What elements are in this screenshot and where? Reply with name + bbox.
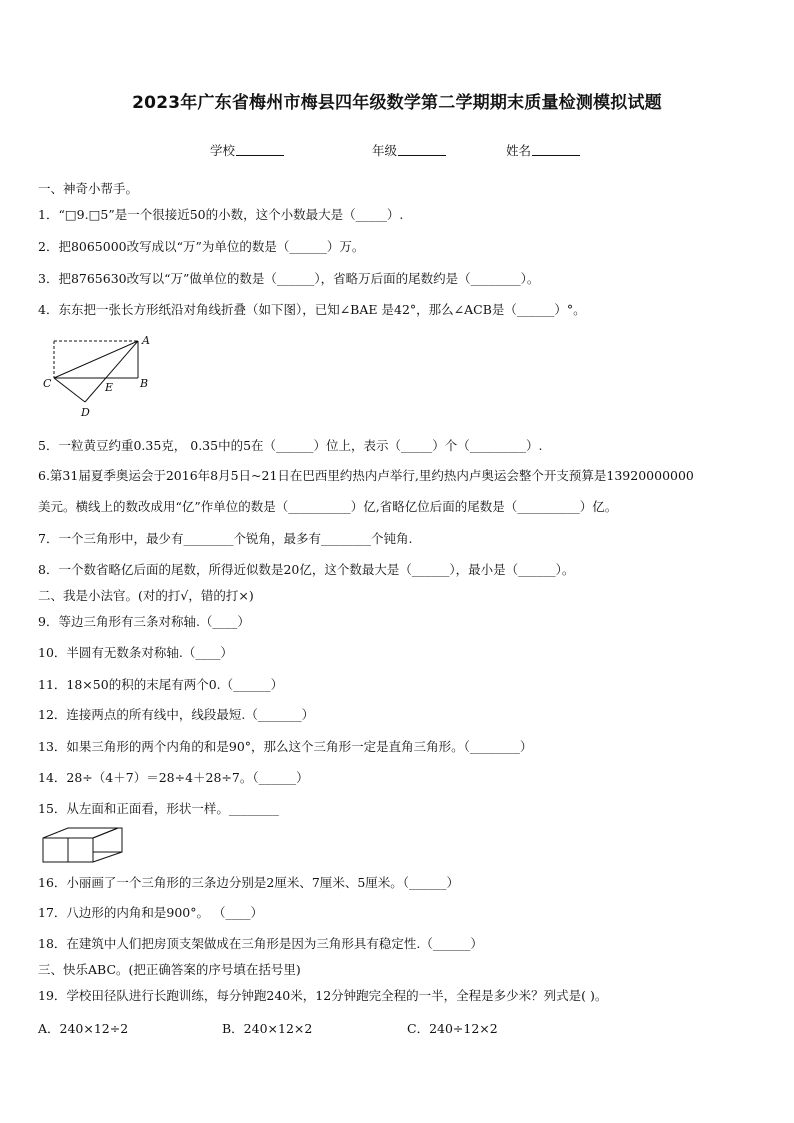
grade-blank xyxy=(398,143,446,156)
grade-field xyxy=(372,141,446,159)
label-e: E xyxy=(105,381,114,394)
cube-row-figure xyxy=(38,824,128,864)
question-3: 3．把8765630改写以“万”做单位的数是（______），省略万后面的尾数约是（________）。 xyxy=(38,271,540,286)
question-13: 13．如果三角形的两个内角的和是90°，那么这个三角形一定是直角三角形。（________） xyxy=(38,739,533,754)
school-field xyxy=(210,141,284,159)
question-17: 17．八边形的内角和是900°。 （____） xyxy=(38,905,263,920)
section-3-heading: 三、快乐ABC。(把正确答案的序号填在括号里) xyxy=(38,962,301,977)
name-field xyxy=(506,141,580,159)
question-11: 11．18×50的积的末尾有两个0.（______） xyxy=(38,677,284,692)
question-18: 18．在建筑中人们把房顶支架做成在三角形是因为三角形具有稳定性.（______） xyxy=(38,936,483,951)
label-c: C xyxy=(43,377,52,390)
question-2: 2．把8065000改写成以“万”为单位的数是（______）万。 xyxy=(38,239,365,254)
grade-label: 年级 xyxy=(372,143,398,158)
question-15: 15．从左面和正面看，形状一样。________ xyxy=(38,801,279,816)
name-blank xyxy=(532,143,580,156)
school-label: 学校 xyxy=(210,143,236,158)
option-b: B．240×12×2 xyxy=(222,1021,313,1036)
folded-rectangle-figure xyxy=(38,330,158,425)
question-16: 16．小丽画了一个三角形的三条边分别是2厘米、7厘米、5厘米。（______） xyxy=(38,875,460,890)
question-6-line-1: 6.第31届夏季奥运会于2016年8月5日~21日在巴西里约热内卢举行,里约热内卢奥运会整个开支预算是13920000000 xyxy=(38,468,694,483)
question-6-line-2: 美元。横线上的数改成用“亿”作单位的数是（__________）亿,省略亿位后面的尾数是（__________）亿。 xyxy=(38,499,618,514)
section-2-heading: 二、我是小法官。(对的打√，错的打×) xyxy=(38,588,254,603)
label-b: B xyxy=(140,377,149,390)
question-14: 14．28÷（4＋7）＝28÷4＋28÷7。（______） xyxy=(38,770,309,785)
question-9: 9．等边三角形有三条对称轴.（____） xyxy=(38,614,250,629)
question-4: 4．东东把一张长方形纸沿对角线折叠（如下图），已知∠BAE 是42°，那么∠ACB是（______）°。 xyxy=(38,302,586,317)
label-a: A xyxy=(142,334,150,347)
option-c: C．240÷12×2 xyxy=(407,1021,498,1036)
question-1: 1．“□9.□5”是一个很接近50的小数，这个小数最大是（_____）. xyxy=(38,207,404,222)
school-blank xyxy=(236,143,284,156)
question-19: 19．学校田径队进行长跑训练，每分钟跑240米，12分钟跑完全程的一半，全程是多少米？列式是( )。 xyxy=(38,988,608,1003)
question-5: 5．一粒黄豆约重0.35克， 0.35中的5在（______）位上，表示（_____）个（_________）. xyxy=(38,438,543,453)
question-12: 12．连接两点的所有线中，线段最短.（_______） xyxy=(38,707,315,722)
question-7: 7．一个三角形中，最少有________个锐角，最多有________个钝角. xyxy=(38,531,413,546)
exam-title: 2023年广东省梅州市梅县四年级数学第二学期期末质量检测模拟试题 xyxy=(132,93,662,113)
option-a: A．240×12÷2 xyxy=(38,1021,129,1036)
label-d: D xyxy=(81,406,90,419)
question-10: 10．半圆有无数条对称轴.（____） xyxy=(38,645,233,660)
section-1-heading: 一、神奇小帮手。 xyxy=(38,181,139,196)
name-label: 姓名 xyxy=(506,143,532,158)
question-8: 8．一个数省略亿后面的尾数，所得近似数是20亿，这个数最大是（______），最小是（______）。 xyxy=(38,562,575,577)
